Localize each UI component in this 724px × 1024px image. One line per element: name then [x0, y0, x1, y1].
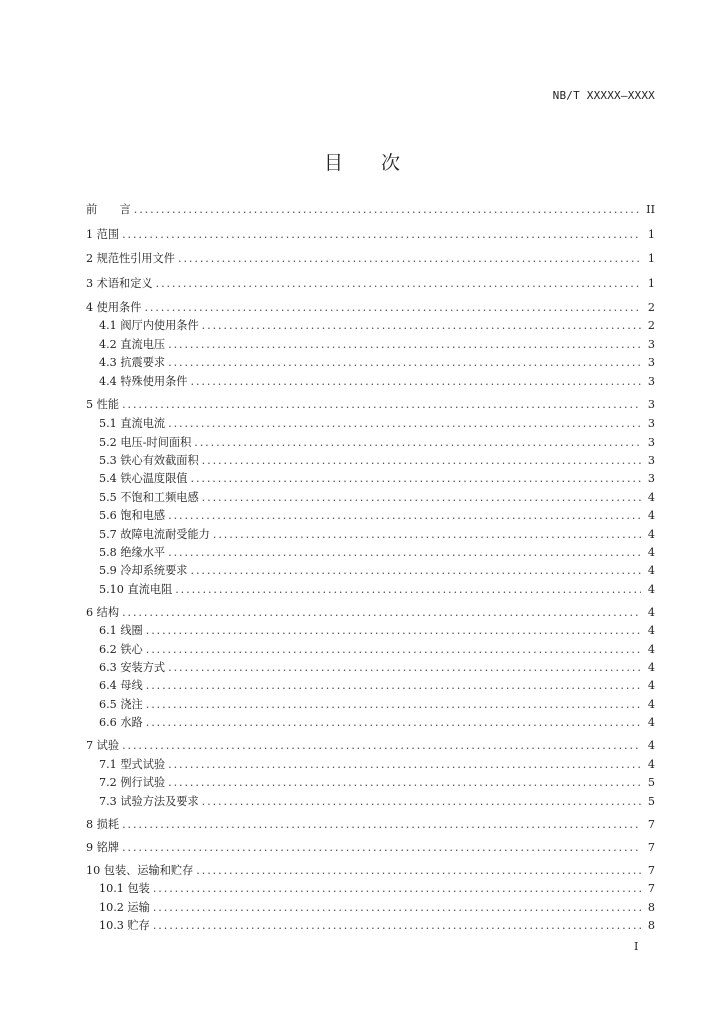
toc-leader-dots	[122, 606, 641, 619]
toc-entry-page: 3	[647, 472, 655, 485]
toc-entry-page: 4	[647, 716, 655, 729]
toc-leader-dots	[190, 472, 641, 485]
toc-entry[interactable]	[99, 917, 655, 933]
toc-entry[interactable]	[99, 880, 655, 896]
toc-leader-dots	[146, 624, 641, 637]
toc-entry[interactable]	[99, 489, 655, 505]
toc-leader-dots	[134, 203, 641, 216]
toc-entry-label: 5.7 故障电流耐受能力	[99, 528, 210, 541]
toc-entry-label: 5.9 冷却系统要求	[99, 564, 188, 577]
toc-entry-label: 10.3 贮存	[99, 919, 150, 932]
toc-leader-dots	[168, 776, 641, 789]
toc-entry[interactable]	[99, 373, 655, 389]
toc-leader-dots	[122, 398, 641, 411]
toc-entry[interactable]	[99, 659, 655, 675]
toc-entry-label: 4.3 抗震要求	[99, 356, 166, 369]
toc-entry-page: 4	[647, 509, 655, 522]
toc-entry-page: 5	[647, 776, 655, 789]
toc-entry-label: 5.5 不饱和工频电感	[99, 491, 199, 504]
standard-code: NB/T XXXXX—XXXX	[552, 89, 655, 102]
toc-entry-label: 4.1 阀厅内使用条件	[99, 319, 199, 332]
toc-entry-page: 4	[647, 624, 655, 637]
toc-leader-dots	[168, 546, 641, 559]
toc-entry[interactable]	[86, 862, 655, 878]
toc-entry[interactable]	[99, 677, 655, 693]
toc-leader-dots	[168, 338, 641, 351]
toc-entry-page: 7	[647, 882, 655, 895]
toc-entry-label: 1 范围	[86, 228, 120, 241]
toc-entry-label: 10 包装、运输和贮存	[86, 864, 194, 877]
toc-entry-label: 6.4 母线	[99, 679, 143, 692]
toc-entry-page: 2	[647, 301, 655, 314]
toc-entry[interactable]	[99, 507, 655, 523]
toc-entry-label: 10.2 运输	[99, 901, 150, 914]
toc-leader-dots	[168, 509, 641, 522]
toc-entry-label: 4.2 直流电压	[99, 338, 166, 351]
toc-leader-dots	[146, 698, 641, 711]
toc-entry[interactable]	[99, 317, 655, 333]
toc-entry-page: 4	[647, 546, 655, 559]
toc-leader-dots	[202, 319, 641, 332]
toc-entry-page: 1	[647, 277, 655, 290]
toc-entry[interactable]	[99, 354, 655, 370]
toc-leader-dots	[122, 841, 641, 854]
toc-entry-page: 3	[647, 398, 655, 411]
toc-entry-page: 4	[647, 643, 655, 656]
toc-entry-page: 3	[647, 454, 655, 467]
toc-entry-page: 3	[647, 338, 655, 351]
toc-entry[interactable]	[99, 774, 655, 790]
toc-entry-label: 4.4 特殊使用条件	[99, 375, 188, 388]
toc-leader-dots	[168, 661, 641, 674]
toc-entry-label: 7.1 型式试验	[99, 758, 166, 771]
toc-entry[interactable]	[99, 434, 655, 450]
page-title	[0, 148, 724, 175]
toc-entry[interactable]	[99, 415, 655, 431]
toc-entry-page: 4	[647, 606, 655, 619]
page-number: I	[634, 940, 639, 953]
toc-leader-dots	[122, 818, 641, 831]
toc-entry-label: 10.1 包装	[99, 882, 150, 895]
toc-entry[interactable]	[99, 793, 655, 809]
toc-leader-dots	[168, 758, 641, 771]
title-char-1: 目	[323, 152, 343, 174]
toc-entry-page: 4	[647, 698, 655, 711]
toc-leader-dots	[156, 277, 641, 290]
toc-entry[interactable]	[99, 470, 655, 486]
toc-entry-label: 5.6 饱和电感	[99, 509, 166, 522]
toc-entry-label: 9 铭牌	[86, 841, 120, 854]
toc-leader-dots	[202, 795, 641, 808]
toc-entry[interactable]	[99, 641, 655, 657]
toc-leader-dots	[202, 454, 641, 467]
toc-entry-label: 8 损耗	[86, 818, 120, 831]
toc-entry[interactable]	[86, 250, 655, 266]
toc-entry-page: 7	[647, 818, 655, 831]
toc-entry-label: 7 试验	[86, 739, 120, 752]
toc-entry-page: 2	[647, 319, 655, 332]
toc-entry-label: 3 术语和定义	[86, 277, 153, 290]
toc-leader-dots	[153, 901, 641, 914]
toc-entry-page: 3	[647, 417, 655, 430]
toc-entry-page: II	[646, 203, 655, 216]
toc-entry-page: 4	[647, 758, 655, 771]
toc-entry[interactable]	[86, 201, 655, 217]
toc-entry-page: 7	[647, 841, 655, 854]
toc-entry-label: 2 规范性引用文件	[86, 252, 175, 265]
toc-leader-dots	[213, 528, 641, 541]
toc-entry[interactable]	[86, 839, 655, 855]
toc-entry[interactable]	[86, 604, 655, 620]
toc-entry[interactable]	[86, 816, 655, 832]
toc-entry-label: 5.3 铁心有效截面积	[99, 454, 199, 467]
toc-entry[interactable]	[99, 622, 655, 638]
toc-entry[interactable]	[86, 299, 655, 315]
toc-entry-label: 6.1 线圈	[99, 624, 143, 637]
toc-entry-label: 前 言	[86, 203, 131, 216]
toc-entry[interactable]	[99, 899, 655, 915]
toc-entry-label: 5.10 直流电阻	[99, 583, 173, 596]
toc-leader-dots	[144, 301, 641, 314]
toc-entry-label: 5.8 绝缘水平	[99, 546, 166, 559]
toc-leader-dots	[146, 716, 641, 729]
toc-entry-page: 5	[647, 795, 655, 808]
toc-leader-dots	[153, 919, 641, 932]
toc-entry-label: 5 性能	[86, 398, 120, 411]
toc-entry-label: 5.4 铁心温度限值	[99, 472, 188, 485]
toc-entry[interactable]	[86, 396, 655, 412]
toc-leader-dots	[202, 491, 641, 504]
toc-entry[interactable]	[86, 737, 655, 753]
toc-entry-label: 6.6 水路	[99, 716, 143, 729]
toc-entry-label: 4 使用条件	[86, 301, 142, 314]
toc-entry-page: 1	[647, 228, 655, 241]
toc-leader-dots	[194, 436, 641, 449]
toc-entry[interactable]	[99, 336, 655, 352]
toc-entry-page: 4	[647, 661, 655, 674]
toc-entry-label: 7.2 例行试验	[99, 776, 166, 789]
toc-entry[interactable]	[99, 526, 655, 542]
toc-entry-page: 4	[647, 739, 655, 752]
toc-entry-label: 5.2 电压-时间面积	[99, 436, 192, 449]
toc-entry-page: 4	[647, 583, 655, 596]
toc-entry[interactable]	[99, 581, 655, 597]
toc-leader-dots	[122, 739, 641, 752]
toc-entry[interactable]	[99, 562, 655, 578]
toc-leader-dots	[196, 864, 641, 877]
toc-entry[interactable]	[86, 275, 655, 291]
toc-leader-dots	[175, 583, 641, 596]
toc-entry-page: 8	[647, 919, 655, 932]
toc-entry-page: 4	[647, 491, 655, 504]
toc-entry-page: 7	[647, 864, 655, 877]
toc-entry[interactable]	[86, 226, 655, 242]
toc-leader-dots	[146, 643, 641, 656]
toc-entry-page: 3	[647, 436, 655, 449]
toc-entry-label: 6.5 浇注	[99, 698, 143, 711]
toc-entry[interactable]	[99, 696, 655, 712]
toc-leader-dots	[190, 564, 641, 577]
toc-entry-label: 6.3 安装方式	[99, 661, 166, 674]
toc-entry[interactable]	[99, 714, 655, 730]
toc-entry-page: 8	[647, 901, 655, 914]
toc-entry[interactable]	[99, 756, 655, 772]
toc-entry-page: 1	[647, 252, 655, 265]
toc-leader-dots	[168, 356, 641, 369]
toc-entry[interactable]	[99, 544, 655, 560]
toc-entry[interactable]	[99, 452, 655, 468]
toc-entry-label: 6.2 铁心	[99, 643, 143, 656]
toc-entry-page: 4	[647, 679, 655, 692]
toc-leader-dots	[178, 252, 641, 265]
toc-entry-label: 7.3 试验方法及要求	[99, 795, 199, 808]
toc-leader-dots	[190, 375, 641, 388]
toc-leader-dots	[146, 679, 641, 692]
toc-entry-label: 5.1 直流电流	[99, 417, 166, 430]
toc-entry-page: 3	[647, 356, 655, 369]
toc-entry-page: 4	[647, 564, 655, 577]
toc-entry-label: 6 结构	[86, 606, 120, 619]
toc-leader-dots	[153, 882, 641, 895]
toc-entry-page: 3	[647, 375, 655, 388]
toc-leader-dots	[168, 417, 641, 430]
title-char-2: 次	[381, 152, 401, 174]
toc-entry-page: 4	[647, 528, 655, 541]
toc-leader-dots	[122, 228, 641, 241]
